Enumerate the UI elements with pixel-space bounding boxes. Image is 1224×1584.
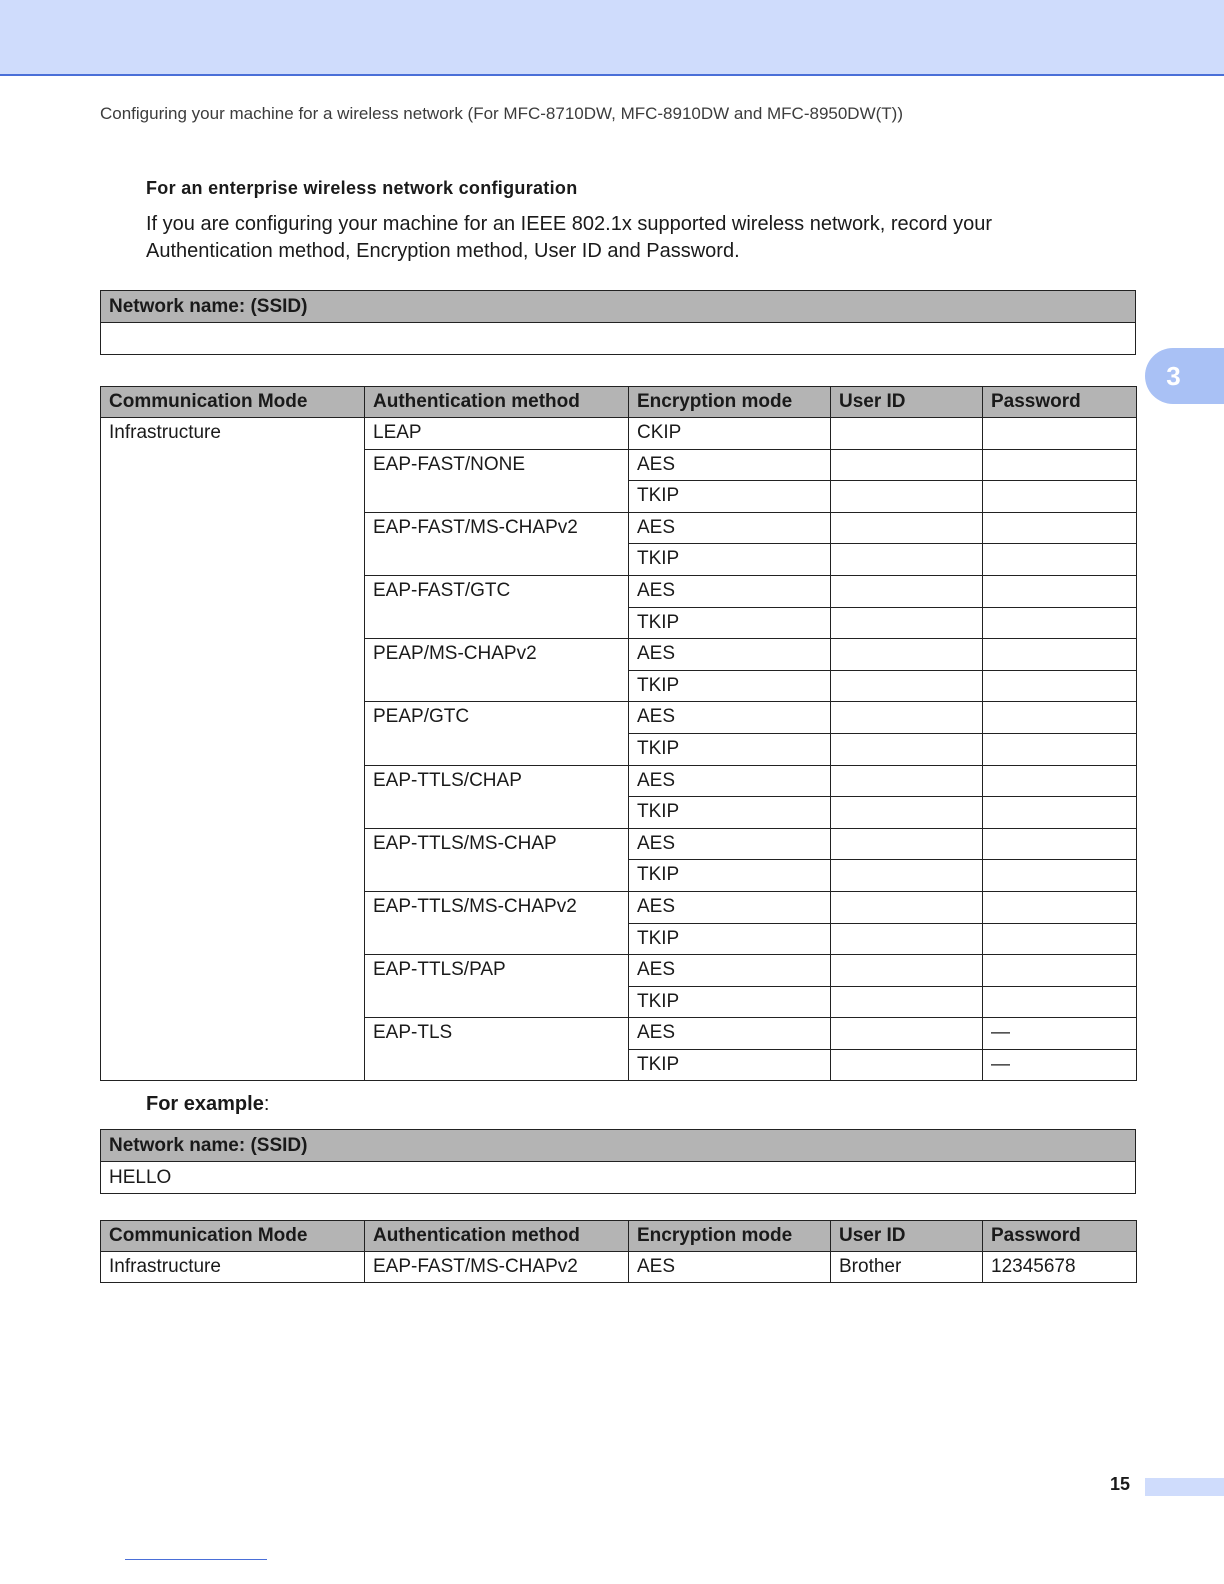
password-cell <box>983 955 1137 987</box>
auth-method-cell: PEAP/MS-CHAPv2 <box>365 639 629 702</box>
password-cell <box>983 575 1137 607</box>
user-id-cell <box>831 607 983 639</box>
ssid-table <box>100 290 1136 355</box>
example-label: For example: <box>146 1093 270 1115</box>
auth-method-cell: LEAP <box>365 418 629 450</box>
footer-rule <box>125 1559 267 1560</box>
password-cell <box>983 449 1137 481</box>
user-id-cell <box>831 639 983 671</box>
encryption-mode-cell: AES <box>629 891 831 923</box>
password-cell <box>983 891 1137 923</box>
example-ssid-value: HELLO <box>101 1162 1136 1194</box>
example-col-header-password: Password <box>983 1221 1137 1252</box>
user-id-cell <box>831 575 983 607</box>
example-col-header-communication-mode: Communication Mode <box>101 1221 365 1252</box>
table-row <box>101 418 1137 450</box>
user-id-cell <box>831 765 983 797</box>
example-row <box>101 1252 1137 1283</box>
chapter-number: 3 <box>1166 361 1181 391</box>
password-cell <box>983 733 1137 765</box>
example-col-header-encryption-mode: Encryption mode <box>629 1221 831 1252</box>
password-cell <box>983 481 1137 513</box>
password-cell: — <box>983 1018 1137 1050</box>
encryption-mode-cell: AES <box>629 765 831 797</box>
password-cell <box>983 986 1137 1018</box>
user-id-cell <box>831 1018 983 1050</box>
example-enc: AES <box>629 1252 831 1283</box>
example-user: Brother <box>831 1252 983 1283</box>
encryption-mode-cell: TKIP <box>629 860 831 892</box>
auth-method-cell: EAP-FAST/MS-CHAPv2 <box>365 512 629 575</box>
col-header-communication-mode: Communication Mode <box>101 387 365 418</box>
user-id-cell <box>831 733 983 765</box>
config-table <box>100 386 1137 1081</box>
auth-method-cell: PEAP/GTC <box>365 702 629 765</box>
example-col-header-authentication-method: Authentication method <box>365 1221 629 1252</box>
example-auth: EAP-FAST/MS-CHAPv2 <box>365 1252 629 1283</box>
example-col-header-user-id: User ID <box>831 1221 983 1252</box>
password-cell <box>983 544 1137 576</box>
password-cell <box>983 797 1137 829</box>
ssid-header: Network name: (SSID) <box>101 291 1136 323</box>
example-mode: Infrastructure <box>101 1252 365 1283</box>
top-header-band <box>0 0 1224 76</box>
auth-method-cell: EAP-FAST/GTC <box>365 575 629 638</box>
example-pass: 12345678 <box>983 1252 1137 1283</box>
example-ssid-header: Network name: (SSID) <box>101 1130 1136 1162</box>
user-id-cell <box>831 1049 983 1081</box>
encryption-mode-cell: AES <box>629 828 831 860</box>
auth-method-cell: EAP-TTLS/PAP <box>365 955 629 1018</box>
page-number-bar <box>1145 1478 1224 1496</box>
encryption-mode-cell: CKIP <box>629 418 831 450</box>
encryption-mode-cell: TKIP <box>629 733 831 765</box>
password-cell <box>983 765 1137 797</box>
auth-method-cell: EAP-TTLS/MS-CHAP <box>365 828 629 891</box>
password-cell <box>983 923 1137 955</box>
user-id-cell <box>831 670 983 702</box>
col-header-authentication-method: Authentication method <box>365 387 629 418</box>
section-title: For an enterprise wireless network configuration <box>146 178 578 198</box>
col-header-password: Password <box>983 387 1137 418</box>
user-id-cell <box>831 544 983 576</box>
chapter-tab <box>1145 348 1224 404</box>
password-cell: — <box>983 1049 1137 1081</box>
page-number: 15 <box>1110 1474 1131 1494</box>
encryption-mode-cell: TKIP <box>629 1049 831 1081</box>
communication-mode-cell: Infrastructure <box>101 418 365 1081</box>
password-cell <box>983 639 1137 671</box>
password-cell <box>983 670 1137 702</box>
auth-method-cell: EAP-FAST/NONE <box>365 449 629 512</box>
user-id-cell <box>831 955 983 987</box>
user-id-cell <box>831 986 983 1018</box>
user-id-cell <box>831 923 983 955</box>
encryption-mode-cell: TKIP <box>629 481 831 513</box>
user-id-cell <box>831 797 983 829</box>
user-id-cell <box>831 449 983 481</box>
encryption-mode-cell: AES <box>629 449 831 481</box>
user-id-cell <box>831 512 983 544</box>
example-config-table <box>100 1220 1137 1283</box>
user-id-cell <box>831 891 983 923</box>
password-cell <box>983 702 1137 734</box>
password-cell <box>983 607 1137 639</box>
user-id-cell <box>831 418 983 450</box>
encryption-mode-cell: AES <box>629 512 831 544</box>
encryption-mode-cell: TKIP <box>629 670 831 702</box>
intro-paragraph: If you are configuring your machine for an IEEE 802.1x supported wireless network, record your Authentication method, Encryption method, User ID and Password. <box>146 213 992 262</box>
encryption-mode-cell: TKIP <box>629 544 831 576</box>
auth-method-cell: EAP-TTLS/CHAP <box>365 765 629 828</box>
encryption-mode-cell: TKIP <box>629 607 831 639</box>
col-header-user-id: User ID <box>831 387 983 418</box>
auth-method-cell: EAP-TTLS/MS-CHAPv2 <box>365 891 629 954</box>
ssid-value <box>101 323 1136 355</box>
password-cell <box>983 512 1137 544</box>
col-header-encryption-mode: Encryption mode <box>629 387 831 418</box>
encryption-mode-cell: AES <box>629 575 831 607</box>
password-cell <box>983 418 1137 450</box>
running-header: Configuring your machine for a wireless network (For MFC-8710DW, MFC-8910DW and MFC-8950DW(T)) <box>100 104 903 123</box>
encryption-mode-cell: AES <box>629 1018 831 1050</box>
encryption-mode-cell: TKIP <box>629 923 831 955</box>
encryption-mode-cell: AES <box>629 639 831 671</box>
user-id-cell <box>831 860 983 892</box>
encryption-mode-cell: TKIP <box>629 986 831 1018</box>
user-id-cell <box>831 481 983 513</box>
encryption-mode-cell: AES <box>629 955 831 987</box>
auth-method-cell: EAP-TLS <box>365 1018 629 1081</box>
password-cell <box>983 860 1137 892</box>
password-cell <box>983 828 1137 860</box>
user-id-cell <box>831 702 983 734</box>
encryption-mode-cell: AES <box>629 702 831 734</box>
encryption-mode-cell: TKIP <box>629 797 831 829</box>
example-ssid-table <box>100 1129 1136 1194</box>
user-id-cell <box>831 828 983 860</box>
